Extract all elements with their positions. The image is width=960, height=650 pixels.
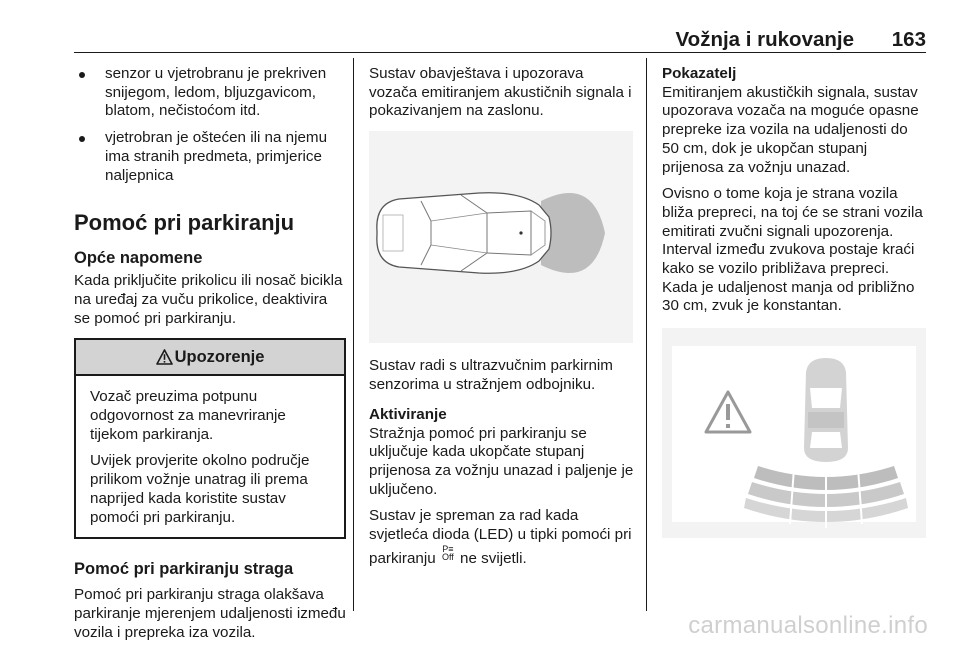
column-divider-1 (353, 58, 354, 611)
list-item: senzor u vjetrobranu je prekriven snijegom, ledom, bljuzgavicom, blatom, nečistoćom itd. (74, 65, 346, 121)
column-divider-2 (646, 58, 647, 611)
rear-text: Pomoć pri parkiranju straga olakšava parkiranje mjerenjem udaljenosti između vozila i prepreka iza vozila. (74, 586, 346, 641)
bullet-icon (79, 72, 85, 78)
parking-assist-off-icon: P≡ Off (441, 543, 454, 562)
indicator-text: Emitiranjem akustičkih signala, sustav upozorava vozača na moguće opasne prepreke iza vozila na udaljenosti do 50 cm, dok je ukopčan stupanj prijenosa za vožnju unazad. (662, 83, 919, 176)
page-number: 163 (891, 28, 926, 51)
subsection-title: Pomoć pri parkiranju straga (74, 560, 294, 579)
watermark: carmanualsonline.info (688, 612, 928, 639)
warning-box (74, 338, 346, 539)
display-warning-screen-icon (662, 328, 926, 538)
indicator-title: Pokazatelj (662, 65, 737, 82)
section-title: Pomoć pri parkiranju (74, 210, 295, 236)
warning-title: Upozorenje (174, 347, 265, 366)
warning-body (76, 376, 344, 537)
column-middle (369, 65, 635, 576)
sensor-text: Sustav radi s ultrazvučnim parkirnim senzorima u stražnjem odbojniku. (369, 357, 613, 393)
column-right (662, 65, 928, 538)
led-text: Sustav je spreman za rad kada svjetleća dioda (LED) u tipki pomoći pri parkiranju P≡ Off ne svijetli. (369, 507, 632, 567)
warning-text: Vozač preuzima potpunu odgovornost za manevriranje tijekom parkiranja. (90, 388, 286, 443)
indicator-text: Ovisno o tome koja je strana vozila bliža prepreci, na toj će se strani vozila emitirati zvučni signali upozorenja. Interval između zvukova postaje kraći kako se vozilo približava prepreci. Kada je udaljenost manja od približno 30 cm, zvuk je konstantan. (662, 185, 923, 315)
activation-text: Stražnja pomoć pri parkiranju se uključuje kada ukopčate stupanj prijenosa za vožnju unazad i paljenje je uključeno. (369, 424, 634, 498)
column-left (74, 65, 346, 650)
subsection-title: Opće napomene (74, 249, 203, 268)
intro-text: Sustav obavještava i upozorava vozača emitiranjem akustičnih signala i pokazivanjem na zaslonu. (369, 65, 632, 120)
activation-title: Aktiviranje (369, 405, 447, 423)
warning-triangle-icon (156, 349, 173, 365)
page-header (74, 26, 926, 53)
general-text: Kada priključite prikolicu ili nosač bicikla na uređaj za vuču prikolice, deaktivira se pomoć pri parkiranju. (74, 272, 343, 327)
car-top-view-sensor-icon (369, 131, 633, 343)
bullet-icon (79, 136, 85, 142)
header-title: Vožnja i rukovanje (675, 28, 854, 51)
warning-text: Uvijek provjerite okolno područje prilikom vožnje unatrag ili prema naprijed kada koristite sustav pomoći pri parkiranju. (90, 452, 310, 526)
warning-header (76, 340, 344, 376)
bullet-list (74, 65, 346, 185)
list-item: vjetrobran je oštećen ili na njemu ima stranih predmeta, primjerice naljepnica (74, 129, 346, 185)
